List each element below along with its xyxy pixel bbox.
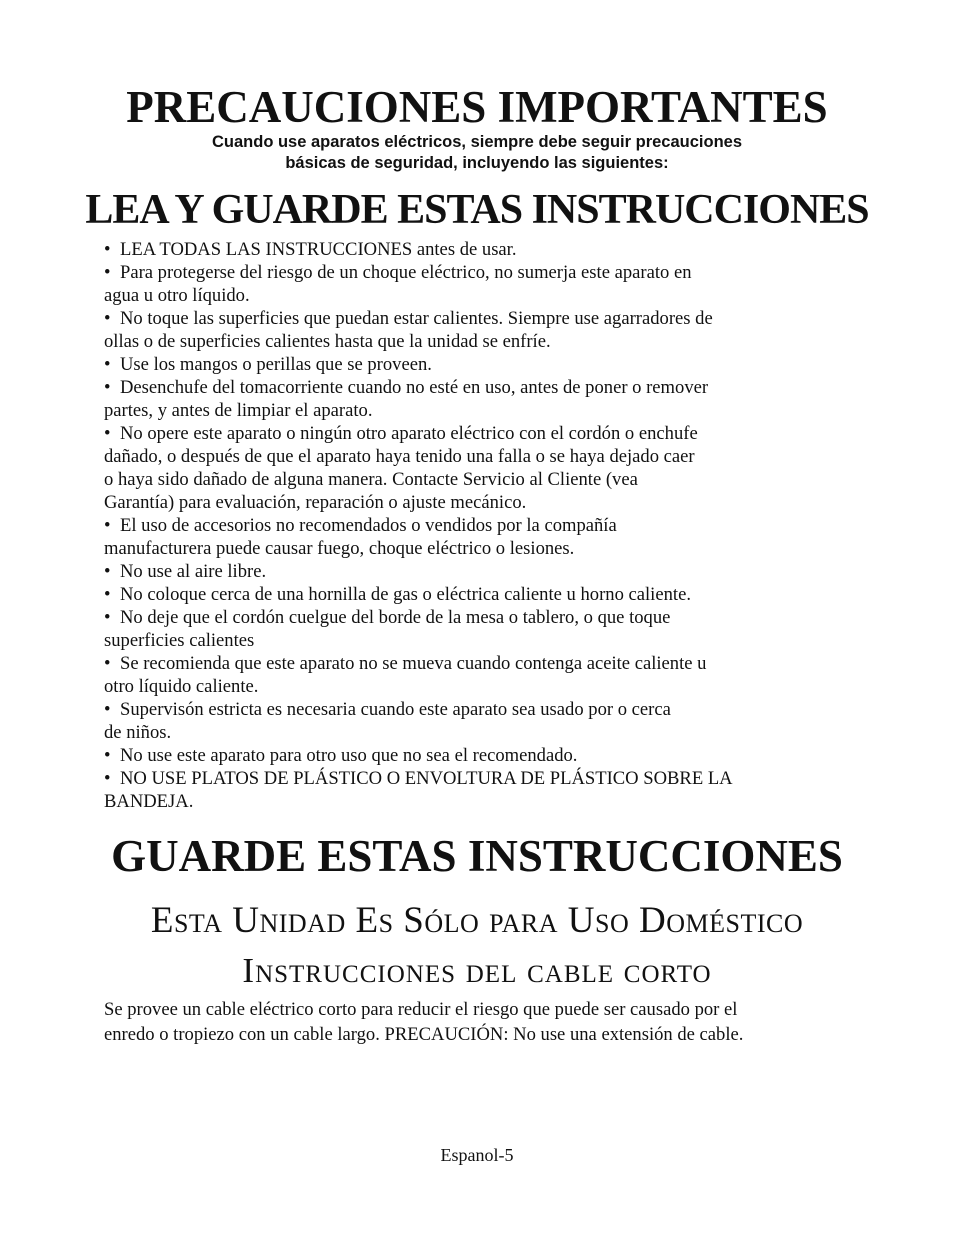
list-item-line — [104, 652, 854, 675]
list-item-text: BANDEJA. — [104, 791, 194, 812]
page-title: PRECAUCIONES IMPORTANTES — [126, 82, 828, 132]
safety-list-item — [104, 238, 854, 261]
list-item-line — [104, 537, 854, 560]
list-item-text: partes, y antes de limpiar el aparato. — [104, 400, 373, 421]
list-item-line — [104, 468, 854, 491]
bullet-icon: • — [104, 239, 111, 260]
list-item-line — [104, 606, 854, 629]
bullet-icon: • — [104, 423, 111, 444]
list-item-text: agua u otro líquido. — [104, 285, 250, 306]
list-item-line — [104, 445, 854, 468]
list-item-line — [104, 491, 854, 514]
list-item-text: otro líquido caliente. — [104, 676, 259, 697]
list-item-line — [104, 284, 854, 307]
list-item-text: No use al aire libre. — [120, 561, 267, 582]
list-item-text: No coloque cerca de una hornilla de gas o eléctrica caliente u horno caliente. — [120, 584, 691, 605]
safety-list-item — [104, 261, 854, 307]
list-item-line — [104, 422, 854, 445]
safety-list-item — [104, 422, 854, 514]
list-item-line — [104, 675, 854, 698]
page-number: Espanol-5 — [440, 1145, 514, 1165]
list-item-text: superficies calientes — [104, 630, 255, 651]
list-item-text: NO USE PLATOS DE PLÁSTICO O ENVOLTURA DE PLÁSTICO SOBRE LA — [120, 768, 733, 789]
bullet-icon: • — [104, 515, 111, 536]
bullet-icon: • — [104, 607, 111, 628]
list-item-text: de niños. — [104, 722, 172, 743]
safety-list-item — [104, 767, 854, 813]
safety-list-item — [104, 744, 854, 767]
list-item-line — [104, 560, 854, 583]
paragraph-line: Se provee un cable eléctrico corto para reducir el riesgo que puede ser causado por el — [104, 999, 738, 1020]
list-item-text: No opere este aparato o ningún otro aparato eléctrico con el cordón o enchufe — [120, 423, 698, 444]
safety-list-item — [104, 353, 854, 376]
safety-list-item — [104, 514, 854, 560]
save-instructions-heading: GUARDE ESTAS INSTRUCCIONES — [111, 831, 843, 881]
list-item-text: El uso de accesorios no recomendados o vendidos por la compañía — [120, 515, 617, 536]
list-item-text: Garantía) para evaluación, reparación o ajuste mecánico. — [104, 492, 527, 513]
safety-list-item — [104, 606, 854, 652]
list-item-line — [104, 238, 854, 261]
list-item-line — [104, 330, 854, 353]
list-item-text: LEA TODAS LAS INSTRUCCIONES antes de usar. — [120, 239, 517, 260]
list-item-line — [104, 376, 854, 399]
safety-list-item — [104, 307, 854, 353]
bullet-icon: • — [104, 653, 111, 674]
bullet-icon: • — [104, 354, 111, 375]
paragraph-line: enredo o tropiezo con un cable largo. PRECAUCIÓN: No use una extensión de cable. — [104, 1024, 744, 1045]
list-item-line — [104, 698, 854, 721]
bullet-icon: • — [104, 262, 111, 283]
list-item-line — [104, 790, 854, 813]
list-item-text: Use los mangos o perillas que se proveen. — [120, 354, 432, 375]
bullet-icon: • — [104, 561, 111, 582]
list-item-line — [104, 399, 854, 422]
list-item-text: Para protegerse del riesgo de un choque eléctrico, no sumerja este aparato en — [120, 262, 692, 283]
list-item-line — [104, 307, 854, 330]
list-item-line — [104, 767, 854, 790]
list-item-text: Desenchufe del tomacorriente cuando no esté en uso, antes de poner o remover — [120, 377, 709, 398]
list-item-text: manufacturera puede causar fuego, choque eléctrico o lesiones. — [104, 538, 575, 559]
bullet-icon: • — [104, 745, 111, 766]
list-item-text: No deje que el cordón cuelgue del borde de la mesa o tablero, o que toque — [120, 607, 671, 628]
bullet-icon: • — [104, 377, 111, 398]
list-item-text: Se recomienda que este aparato no se mueva cuando contenga aceite caliente u — [120, 653, 707, 674]
short-cord-paragraph — [104, 997, 864, 1047]
list-item-line — [104, 629, 854, 652]
list-item-line — [104, 353, 854, 376]
safety-list — [104, 238, 854, 813]
list-item-line — [104, 514, 854, 537]
safety-list-item — [104, 583, 854, 606]
bullet-icon: • — [104, 768, 111, 789]
list-item-line — [104, 744, 854, 767]
household-use-heading: Esta Unidad Es Sólo para Uso Doméstico — [150, 900, 804, 941]
bullet-icon: • — [104, 584, 111, 605]
list-item-text: ollas o de superficies calientes hasta que la unidad se enfríe. — [104, 331, 551, 352]
bullet-icon: • — [104, 308, 111, 329]
subtitle — [0, 132, 954, 174]
list-item-line — [104, 261, 854, 284]
bullet-icon: • — [104, 699, 111, 720]
list-item-text: o haya sido dañado de alguna manera. Contacte Servicio al Cliente (vea — [104, 469, 638, 490]
subtitle-line: Cuando use aparatos eléctricos, siempre debe seguir precauciones — [211, 133, 743, 151]
list-item-text: No use este aparato para otro uso que no sea el recomendado. — [120, 745, 578, 766]
short-cord-heading: Instrucciones del cable corto — [242, 951, 712, 990]
safety-list-item — [104, 698, 854, 744]
list-item-line — [104, 583, 854, 606]
subtitle-line: básicas de seguridad, incluyendo las siguientes: — [285, 154, 669, 172]
read-and-save-heading: LEA Y GUARDE ESTAS INSTRUCCIONES — [85, 187, 869, 233]
safety-list-item — [104, 652, 854, 698]
safety-list-item — [104, 376, 854, 422]
safety-list-item — [104, 560, 854, 583]
list-item-text: No toque las superficies que puedan estar calientes. Siempre use agarradores de — [120, 308, 713, 329]
list-item-text: dañado, o después de que el aparato haya tenido una falla o se haya dejado caer — [104, 446, 695, 467]
list-item-line — [104, 721, 854, 744]
list-item-text: Supervisón estricta es necesaria cuando este aparato sea usado por o cerca — [120, 699, 671, 720]
